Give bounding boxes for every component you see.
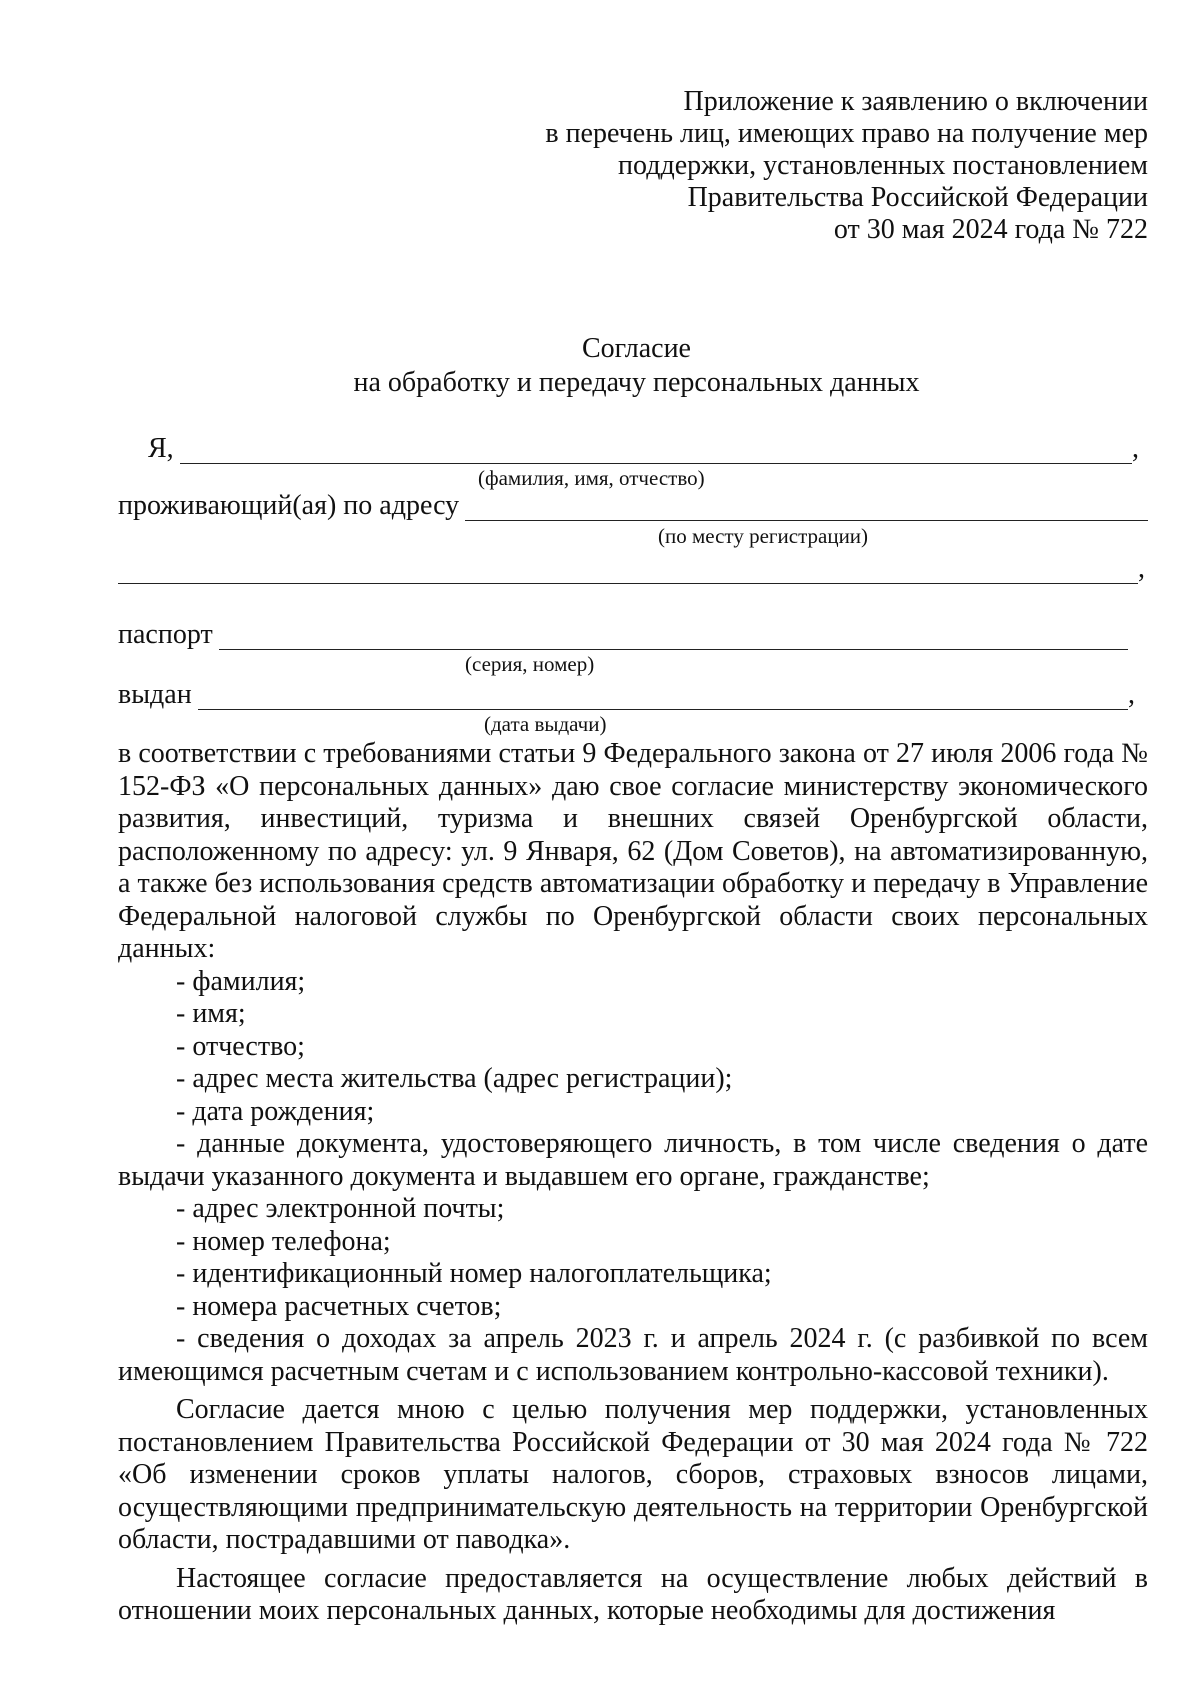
passport-caption: (серия, номер)	[465, 652, 595, 676]
header-line-4: Правительства Российской Федерации	[687, 182, 1148, 213]
list-item-birthdate: - дата рождения;	[176, 1095, 375, 1127]
address-comma: ,	[1138, 553, 1145, 584]
list-item-address: - адрес места жительства (адрес регистрации);	[176, 1063, 733, 1094]
list-item-id-document: - данные документа, удостоверяющего личность, в том числе сведения о дате выдачи указанного документа и выдавшем его органе, гражданстве;	[118, 1128, 1148, 1192]
address-field-row	[118, 487, 1148, 521]
name-caption: (фамилия, имя, отчество)	[478, 466, 705, 490]
header-line-3: поддержки, установленных постановлением	[618, 150, 1148, 181]
document-title: Согласие	[582, 333, 691, 364]
consent-body	[118, 738, 1148, 1628]
issued-input-line[interactable]	[198, 683, 1128, 710]
list-item-name: - имя;	[176, 998, 246, 1029]
list-item-surname: - фамилия;	[176, 965, 306, 997]
issued-label: выдан	[118, 679, 192, 710]
header-line-1: Приложение к заявлению о включении	[683, 86, 1148, 117]
address-input-line-2[interactable]	[118, 557, 1138, 584]
list-item-email: - адрес электронной почты;	[176, 1193, 505, 1224]
header-line-2: в перечень лиц, имеющих право на получение мер	[545, 118, 1148, 149]
consent-purpose-paragraph: Согласие дается мною с целью получения мер поддержки, установленных постановлением Правительства Российской Федерации от 30 мая 2024 года № 722 «Об изменении сроков уплаты налогов, сборов, страховых взносов лицами, осуществляющими предпринимательскую деятельность на территории Оренбургской области, пострадавшими от паводка».	[118, 1394, 1148, 1555]
issued-field-row	[118, 676, 1140, 710]
name-field-row	[148, 430, 1144, 464]
issued-caption: (дата выдачи)	[484, 712, 607, 736]
passport-field-row	[118, 616, 1128, 650]
list-item-accounts: - номера расчетных счетов;	[176, 1290, 502, 1322]
address-caption: (по месту регистрации)	[658, 524, 869, 548]
address-label: проживающий(ая) по адресу	[118, 490, 460, 521]
passport-input-line[interactable]	[219, 623, 1128, 650]
document-subtitle: на обработку и передачу персональных данных	[353, 367, 920, 398]
attachment-header	[428, 86, 1148, 246]
name-comma: ,	[1132, 433, 1139, 464]
list-item-patronymic: - отчество;	[176, 1030, 305, 1062]
address-input-line[interactable]	[465, 494, 1148, 521]
header-line-5: от 30 мая 2024 года № 722	[833, 214, 1148, 245]
consent-intro: в соответствии с требованиями статьи 9 Федерального закона от 27 июля 2006 года № 152-ФЗ «О персональных данных» даю свое согласие министерству экономического развития, инвестиций, туризма и внешних связей Оренбургской области, расположенному по адресу: ул. 9 Января, 62 (Дом Советов), на автоматизированную, а также без использования средств автоматизации обработку и передачу в Управление Федеральной налоговой службы по Оренбургской области своих персональных данных:	[118, 738, 1148, 964]
name-label: Я,	[148, 433, 174, 464]
name-input-line[interactable]	[180, 437, 1132, 464]
list-item-phone: - номер телефона;	[176, 1225, 391, 1257]
issued-comma: ,	[1128, 679, 1135, 710]
passport-label: паспорт	[118, 619, 213, 650]
address-line-2-row	[118, 550, 1150, 584]
list-item-income: - сведения о доходах за апрель 2023 г. и апрель 2024 г. (с разбивкой по всем имеющимся расчетным счетам и с использованием контрольно-кассовой техники).	[118, 1323, 1148, 1387]
consent-scope-paragraph: Настоящее согласие предоставляется на осуществление любых действий в отношении моих персональных данных, которые необходимы для достижения	[118, 1562, 1148, 1626]
list-item-inn: - идентификационный номер налогоплательщика;	[176, 1258, 772, 1289]
